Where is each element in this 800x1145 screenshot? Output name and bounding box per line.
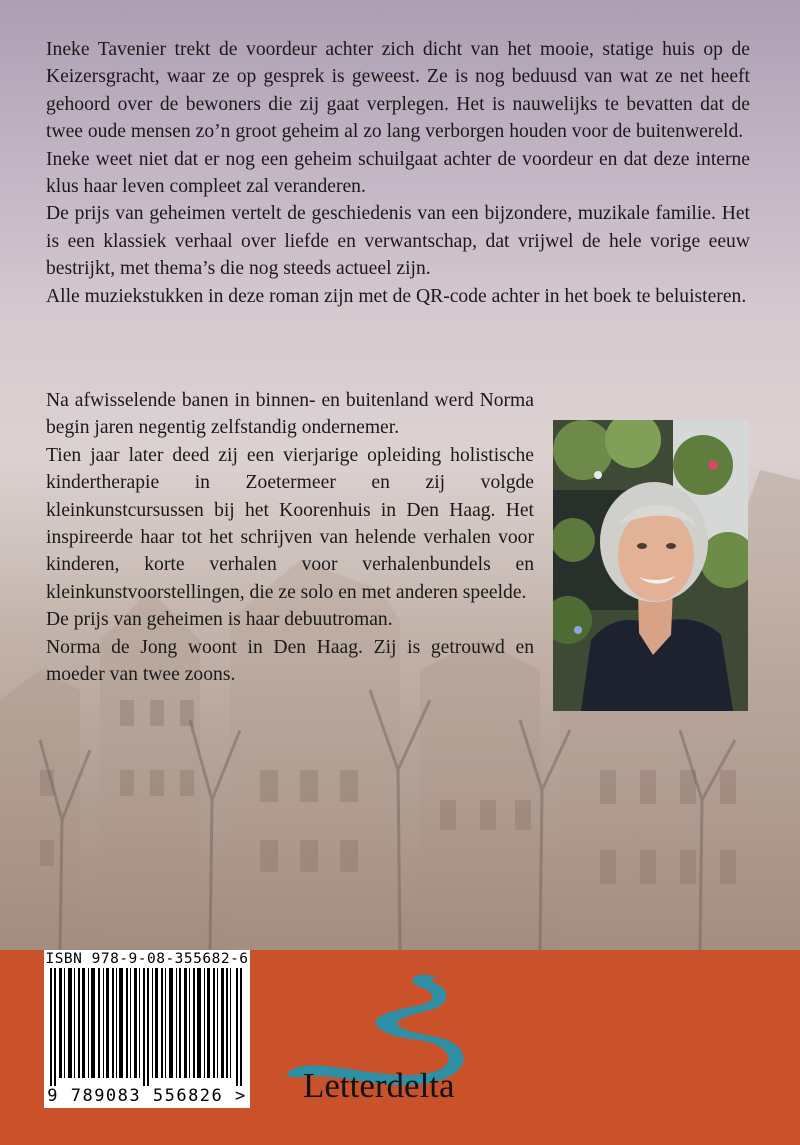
ean-digits: 9 789083 556826 > — [47, 1086, 247, 1106]
blurb-paragraph: Alle muziekstukken in deze roman zijn met de QR-code achter in het boek te beluisteren. — [46, 285, 747, 307]
barcode-bars — [48, 968, 246, 1086]
author-photo — [553, 420, 748, 711]
bio-paragraph: Tien jaar later deed zij een vierjarige opleiding holistische kindertherapie in Zoetermeer en zij volgde kleinkunstcursussen bij het Koorenhuis in Den Haag. Het inspireerde haar tot het schrijven van helende verhalen voor kinderen, korte verhalen voor verhalenbundels en kleinkunstvoorstellingen, die ze solo en met anderen speelde. — [46, 444, 534, 603]
publisher-name: Letterdelta — [303, 1066, 455, 1105]
blurb-paragraph: Ineke weet niet dat er nog een geheim schuilgaat achter de voordeur en dat deze interne klus haar leven compleet zal veranderen. — [46, 148, 750, 198]
author-bio — [46, 387, 534, 688]
blurb-paragraph: De prijs van geheimen vertelt de geschiedenis van een bijzondere, muzikale familie. Het is een klassiek verhaal over liefde en verwantschap, dat vrijwel de hele vorige eeuw bestrijkt, met thema’s die nog steeds actueel zijn. — [46, 203, 750, 280]
isbn-number: ISBN 978-9-08-355682-6 — [45, 951, 249, 967]
book-blurb — [46, 36, 750, 310]
bio-paragraph: De prijs van geheimen is haar debuutroman. — [46, 609, 393, 631]
bio-paragraph: Norma de Jong woont in Den Haag. Zij is getrouwd en moeder van twee zoons. — [46, 636, 534, 686]
bio-paragraph: Na afwisselende banen in binnen- en buitenland werd Norma begin jaren negentig zelfstandig ondernemer. — [46, 390, 534, 439]
blurb-paragraph: Ineke Tavenier trekt de voordeur achter zich dicht van het mooie, statige huis op de Keizersgracht, waar ze op gesprek is geweest. Ze is nog beduusd van wat ze net heeft gehoord over de bewoners die zij gaat verplegen. Het is nauwelijks te bevatten dat de twee oude mensen zo’n groot geheim al zo lang verborgen houden voor de buitenwereld. — [46, 39, 750, 143]
isbn-barcode — [44, 950, 250, 1108]
